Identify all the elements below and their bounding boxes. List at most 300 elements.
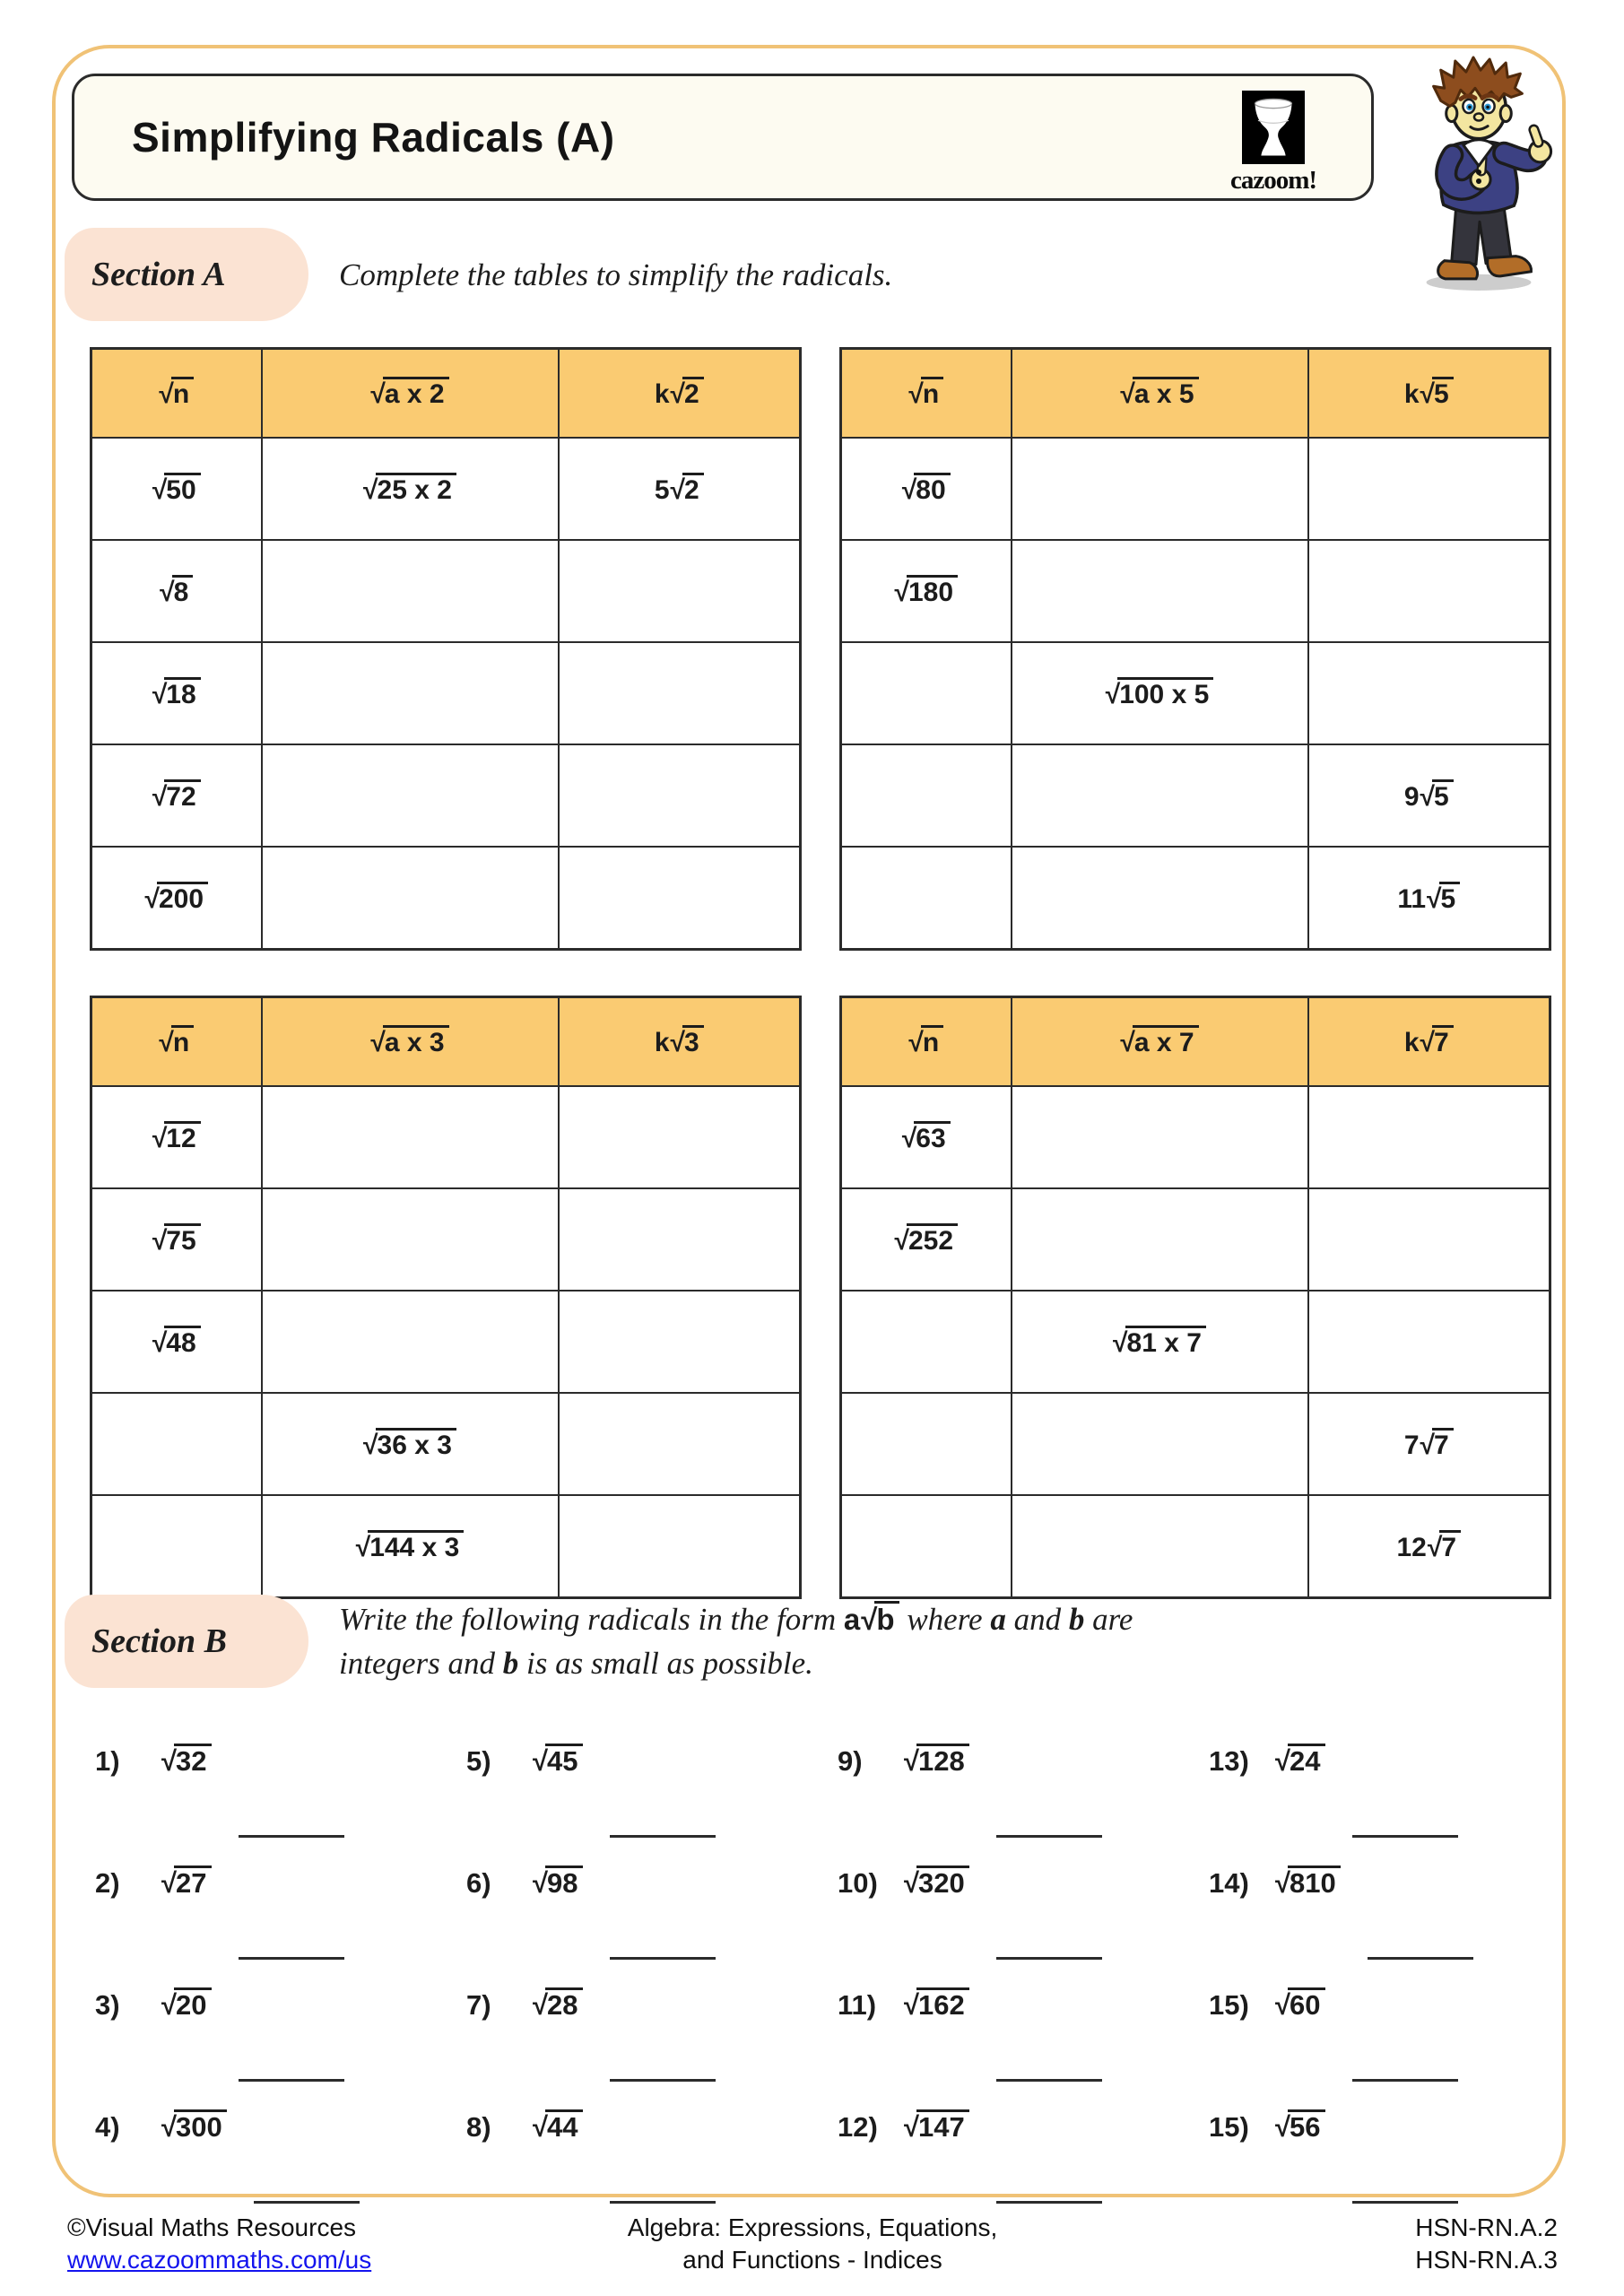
radicand: 128 [916, 1744, 969, 1777]
given-value-cell [91, 1086, 262, 1188]
radical-sign-icon: √ [670, 1028, 685, 1057]
radical-sign-icon: √ [363, 1430, 378, 1460]
radical-expression [902, 1124, 951, 1153]
radical-sign-icon: √ [904, 1867, 920, 1899]
section-a-label: Section A [65, 228, 308, 321]
radicand: 27 [174, 1866, 211, 1899]
radical-sign-icon: √ [355, 1532, 371, 1562]
table-header-cell [559, 997, 801, 1087]
instruction-text: where [907, 1602, 983, 1637]
radical-expression [152, 475, 201, 505]
radicand: 300 [174, 2109, 227, 2143]
instruction-text: is as small as possible. [526, 1646, 813, 1681]
given-value-cell [1012, 1291, 1308, 1393]
radical-expression [161, 1987, 212, 2022]
radicand: 7 [1432, 1025, 1454, 1057]
empty-answer-cell [1308, 642, 1550, 744]
given-value-cell [91, 438, 262, 540]
radical-sign-icon: √ [1275, 1867, 1291, 1899]
radical-table-3 [90, 996, 802, 1599]
radical-expression [1396, 1533, 1461, 1562]
radical-expression [370, 1028, 448, 1057]
radical-sign-icon: √ [904, 1745, 920, 1777]
empty-answer-cell [559, 540, 801, 642]
problem-number: 14) [1209, 1867, 1249, 1899]
radicand: 162 [916, 1987, 969, 2021]
radicand: n [171, 377, 194, 409]
radical-coefficient: 11 [1397, 883, 1427, 914]
radical-sign-icon: √ [894, 1225, 909, 1256]
given-value-cell [91, 642, 262, 744]
variable-b: b [502, 1646, 519, 1681]
problem-number: 4) [95, 2111, 120, 2143]
radical-sign-icon: √ [159, 1028, 174, 1057]
radical-sign-icon: √ [161, 1867, 178, 1899]
empty-answer-cell [91, 1393, 262, 1495]
radicand: 200 [157, 882, 208, 914]
standard-code-2: HSN-RN.A.3 [1415, 2246, 1558, 2274]
table-header-cell [1012, 349, 1308, 439]
radical-sign-icon: √ [161, 1989, 178, 2021]
table-header-cell [91, 349, 262, 439]
problem-number: 5) [466, 1745, 491, 1777]
radical-sign-icon: √ [1105, 679, 1121, 709]
radical-table-4 [839, 996, 1551, 1599]
radical-sign-icon: √ [152, 474, 168, 505]
instruction-text: are [1092, 1602, 1133, 1637]
cazoom-logo-square [1242, 91, 1305, 164]
given-value-cell [91, 744, 262, 847]
answer-blank [996, 2109, 1102, 2204]
radical-sign-icon: √ [894, 577, 909, 607]
empty-answer-cell [559, 1188, 801, 1291]
radical-expression [1120, 1028, 1198, 1057]
radicand: 20 [174, 1987, 211, 2021]
table-row [841, 847, 1550, 950]
answer-blank [610, 1866, 716, 1960]
radical-expression [908, 1028, 943, 1057]
radical-sign-icon: √ [1275, 2111, 1291, 2143]
table-row [91, 1188, 801, 1291]
djembe-drum-icon [1247, 95, 1299, 160]
given-value-cell [1308, 1393, 1550, 1495]
table-row [841, 642, 1550, 744]
website-link[interactable]: www.cazoommaths.com/us [67, 2246, 372, 2274]
answer-blank [996, 1987, 1102, 2082]
given-value-cell [841, 540, 1012, 642]
radical-expression [1113, 1328, 1206, 1358]
radicand: 2 [682, 473, 704, 505]
table-row [91, 438, 801, 540]
radical-sign-icon: √ [152, 781, 168, 812]
problem-number: 9) [838, 1745, 863, 1777]
radicand: 32 [174, 1744, 211, 1777]
empty-answer-cell [1012, 847, 1308, 950]
radical-expression [904, 1744, 969, 1778]
radicand: 5 [1432, 377, 1454, 409]
empty-answer-cell [262, 744, 559, 847]
answer-blank [239, 1866, 344, 1960]
radical-sign-icon: √ [670, 474, 685, 505]
radical-expression [152, 680, 201, 709]
radical-sign-icon: √ [901, 474, 917, 505]
radicand: n [171, 1025, 194, 1057]
problem-number: 7) [466, 1989, 491, 2021]
radical-expression [144, 884, 208, 914]
empty-answer-cell [262, 1086, 559, 1188]
radicand: 98 [545, 1866, 582, 1899]
radical-expression [655, 475, 704, 505]
radical-sign-icon: √ [901, 1123, 917, 1153]
radical-sign-icon: √ [908, 379, 924, 409]
section-a-header [65, 228, 892, 321]
empty-answer-cell [559, 1291, 801, 1393]
radical-sign-icon: √ [1120, 1028, 1135, 1057]
radicand: 320 [916, 1866, 969, 1899]
radicand: 7 [1439, 1530, 1461, 1562]
title-box [72, 74, 1374, 201]
radicand: 44 [545, 2109, 582, 2143]
table-row [91, 1291, 801, 1393]
radical-coefficient: k [654, 379, 670, 409]
radical-expression [894, 1226, 958, 1256]
empty-answer-cell [559, 744, 801, 847]
worksheet-title: Simplifying Radicals (A) [132, 114, 615, 161]
given-value-cell [262, 438, 559, 540]
given-value-cell [559, 438, 801, 540]
empty-answer-cell [91, 1495, 262, 1598]
empty-answer-cell [262, 847, 559, 950]
table-header-cell [262, 349, 559, 439]
problem-number: 1) [95, 1745, 120, 1777]
radical-expression [1404, 379, 1454, 409]
table-header-cell [559, 349, 801, 439]
empty-answer-cell [841, 642, 1012, 744]
radical-expression [1120, 379, 1198, 409]
problem-item [95, 1744, 466, 1866]
radicand: 63 [914, 1121, 950, 1153]
radical-expression [904, 1987, 969, 2022]
problem-item [1209, 1987, 1550, 2109]
answer-blank [1352, 2109, 1458, 2204]
table-row [91, 642, 801, 744]
radical-expression [533, 1987, 583, 2022]
radicand: 8 [172, 575, 194, 607]
table-header-cell [1308, 349, 1550, 439]
problem-item [466, 1866, 838, 1987]
radical-sign-icon: √ [1113, 1327, 1128, 1358]
empty-answer-cell [262, 1291, 559, 1393]
table-row [841, 438, 1550, 540]
radical-expression [152, 782, 201, 812]
radical-expression [1275, 1987, 1325, 2022]
radicand: 75 [164, 1223, 200, 1256]
radical-expression [1397, 884, 1460, 914]
problem-item [95, 1987, 466, 2109]
radical-expression [363, 1431, 456, 1460]
given-value-cell [1308, 744, 1550, 847]
radicand: 3 [682, 1025, 704, 1057]
problem-number: 15) [1209, 1989, 1249, 2021]
radical-expression [363, 475, 456, 505]
footer-topic [533, 2212, 1091, 2277]
empty-answer-cell [1308, 1188, 1550, 1291]
topic-line-2: and Functions - Indices [682, 2246, 942, 2274]
radicand: a x 5 [1133, 377, 1199, 409]
empty-answer-cell [262, 642, 559, 744]
table-header-row [841, 997, 1550, 1087]
radicand: n [921, 377, 943, 409]
given-value-cell [91, 540, 262, 642]
empty-answer-cell [841, 744, 1012, 847]
radical-sign-icon: √ [161, 2111, 178, 2143]
problem-item [1209, 1744, 1550, 1866]
section-a-tables [90, 347, 1549, 1599]
radical-expression [908, 379, 943, 409]
radicand: 80 [914, 473, 950, 505]
empty-answer-cell [841, 1291, 1012, 1393]
radical-coefficient: k [1403, 379, 1420, 409]
given-value-cell [262, 1393, 559, 1495]
problem-item [466, 1744, 838, 1866]
radical-expression [1275, 1744, 1325, 1778]
table-header-row [91, 349, 801, 439]
variable-a: a [990, 1602, 1006, 1637]
section-b-label: Section B [65, 1595, 308, 1688]
answer-blank [1352, 1987, 1458, 2082]
problem-number: 6) [466, 1867, 491, 1899]
empty-answer-cell [1308, 1086, 1550, 1188]
given-value-cell [841, 438, 1012, 540]
radical-sign-icon: √ [1275, 1989, 1291, 2021]
mascot-boy-thumbs-up [1383, 54, 1575, 298]
radical-expression [159, 379, 194, 409]
section-b-instruction [339, 1597, 1133, 1685]
table-row [841, 1188, 1550, 1291]
empty-answer-cell [1012, 744, 1308, 847]
answer-blank [610, 2109, 716, 2204]
answer-blank [610, 1987, 716, 2082]
radical-expression [161, 1744, 212, 1778]
radicand: 24 [1288, 1744, 1324, 1777]
radical-expression [902, 475, 951, 505]
radical-sign-icon: √ [670, 379, 685, 409]
cazoom-logo [1206, 91, 1341, 196]
radical-coefficient: 7 [1403, 1430, 1420, 1460]
radicand: 810 [1288, 1866, 1341, 1899]
empty-answer-cell [1012, 540, 1308, 642]
table-row [841, 1495, 1550, 1598]
empty-answer-cell [841, 1393, 1012, 1495]
table-row [841, 744, 1550, 847]
radicand: n [921, 1025, 943, 1057]
radical-sign-icon: √ [363, 474, 378, 505]
radicand: 180 [907, 575, 958, 607]
radical-sign-icon: √ [533, 1989, 549, 2021]
table-row [841, 1393, 1550, 1495]
problem-number: 11) [838, 1989, 877, 2021]
table-header-cell [1012, 997, 1308, 1087]
given-value-cell [262, 1495, 559, 1598]
radical-sign-icon: √ [152, 1225, 168, 1256]
radical-expression [904, 2109, 969, 2144]
radical-sign-icon: √ [1420, 1430, 1435, 1460]
given-value-cell [1012, 642, 1308, 744]
radicand: a x 2 [383, 377, 449, 409]
instruction-text: and [1013, 1602, 1062, 1637]
radical-expression [1404, 1028, 1454, 1057]
given-value-cell [841, 1086, 1012, 1188]
problem-item [838, 1987, 1209, 2109]
instruction-text: Write the following radicals in the form [339, 1602, 837, 1637]
radical-sign-icon: √ [161, 1745, 178, 1777]
radical-sign-icon: √ [152, 1327, 168, 1358]
radical-expression [655, 379, 704, 409]
table-header-cell [1308, 997, 1550, 1087]
radicand: 5 [1439, 882, 1461, 914]
radical-expression [533, 1744, 583, 1778]
radicand: b [874, 1601, 899, 1636]
empty-answer-cell [1308, 540, 1550, 642]
radical-sign-icon: √ [904, 2111, 920, 2143]
copyright-text: ©Visual Maths Resources [67, 2213, 357, 2241]
table-row [91, 847, 801, 950]
radical-sign-icon: √ [533, 1867, 549, 1899]
empty-answer-cell [262, 540, 559, 642]
radical-sign-icon: √ [370, 379, 386, 409]
footer-left [67, 2212, 533, 2277]
radical-coefficient: 5 [654, 474, 670, 505]
radicand: a x 7 [1133, 1025, 1199, 1057]
table-row [91, 1086, 801, 1188]
radical-sign-icon: √ [1120, 379, 1135, 409]
problem-number: 13) [1209, 1745, 1249, 1777]
table-row [91, 1495, 801, 1598]
answer-blank [1368, 1866, 1473, 1960]
empty-answer-cell [1308, 438, 1550, 540]
problem-number: 15) [1209, 2111, 1249, 2143]
radicand: 25 x 2 [376, 473, 456, 505]
empty-answer-cell [841, 1495, 1012, 1598]
table-row [91, 744, 801, 847]
radicand: 28 [545, 1987, 582, 2021]
empty-answer-cell [559, 642, 801, 744]
answer-blank [239, 1987, 344, 2082]
radical-expression [152, 1226, 201, 1256]
radicand: 56 [1288, 2109, 1324, 2143]
radicand: 50 [164, 473, 200, 505]
radical-sign-icon: √ [1420, 781, 1435, 812]
radical-expression [1404, 782, 1454, 812]
table-header-cell [841, 349, 1012, 439]
radical-sign-icon: √ [152, 1123, 168, 1153]
radicand: 7 [1432, 1428, 1454, 1460]
radical-sign-icon: √ [1427, 1532, 1443, 1562]
empty-answer-cell [841, 847, 1012, 950]
problem-number: 3) [95, 1989, 120, 2021]
standard-code-1: HSN-RN.A.2 [1415, 2213, 1558, 2241]
problem-item [466, 1987, 838, 2109]
variable-b: b [1068, 1602, 1085, 1637]
radicand: 144 x 3 [368, 1530, 464, 1562]
footer-standards [1092, 2212, 1558, 2277]
radical-sign-icon: √ [1275, 1745, 1291, 1777]
empty-answer-cell [1012, 1188, 1308, 1291]
given-value-cell [91, 847, 262, 950]
radicand: 5 [1432, 779, 1454, 812]
section-b-header [65, 1595, 1133, 1688]
table-header-cell [262, 997, 559, 1087]
section-b-problems [95, 1744, 1550, 2231]
radical-expression [655, 1028, 704, 1057]
radical-expression [159, 1028, 194, 1057]
radical-coefficient: 12 [1396, 1532, 1427, 1562]
radical-sign-icon: √ [370, 1028, 386, 1057]
radical-sign-icon: √ [159, 379, 174, 409]
radicand: 48 [164, 1326, 200, 1358]
radical-table-2 [839, 347, 1551, 951]
radicand: 147 [916, 2109, 969, 2143]
problem-item [838, 1744, 1209, 1866]
radical-expression [370, 379, 448, 409]
radical-sign-icon: √ [1420, 1028, 1435, 1057]
radical-coefficient: 9 [1403, 781, 1420, 812]
radical-sign-icon: √ [160, 577, 175, 607]
radical-expression [160, 578, 193, 607]
radicand: 12 [164, 1121, 200, 1153]
table-row [841, 540, 1550, 642]
table-row [91, 540, 801, 642]
empty-answer-cell [559, 1495, 801, 1598]
table-header-row [91, 997, 801, 1087]
given-value-cell [91, 1291, 262, 1393]
table-header-cell [91, 997, 262, 1087]
empty-answer-cell [559, 1086, 801, 1188]
problem-number: 10) [838, 1867, 878, 1899]
radical-expression [1275, 1866, 1341, 1900]
radical-expression [1275, 2109, 1325, 2144]
answer-blank [996, 1866, 1102, 1960]
radical-sign-icon: √ [152, 679, 168, 709]
problem-item [1209, 1866, 1550, 1987]
radical-coefficient: k [1403, 1028, 1420, 1057]
radical-expression [1106, 680, 1214, 709]
radical-expression [152, 1328, 201, 1358]
radical-expression [152, 1124, 201, 1153]
answer-blank [254, 2109, 360, 2204]
a-root-b-form [844, 1603, 899, 1636]
cazoom-logo-text: cazoom! [1229, 166, 1317, 195]
radical-coefficient: a [843, 1603, 861, 1636]
answer-blank [239, 1744, 344, 1838]
radical-sign-icon: √ [533, 1745, 549, 1777]
radicand: 60 [1288, 1987, 1324, 2021]
empty-answer-cell [262, 1188, 559, 1291]
empty-answer-cell [559, 1393, 801, 1495]
radicand: a x 3 [383, 1025, 449, 1057]
radical-expression [356, 1533, 465, 1562]
radical-expression [904, 1866, 969, 1900]
radical-expression [844, 1603, 899, 1636]
radicand: 2 [682, 377, 704, 409]
given-value-cell [1308, 1495, 1550, 1598]
problem-item [838, 1866, 1209, 1987]
empty-answer-cell [1012, 1495, 1308, 1598]
topic-line-1: Algebra: Expressions, Equations, [627, 2213, 998, 2241]
radicand: 36 x 3 [376, 1428, 456, 1460]
radicand: 252 [907, 1223, 958, 1256]
empty-answer-cell [559, 847, 801, 950]
